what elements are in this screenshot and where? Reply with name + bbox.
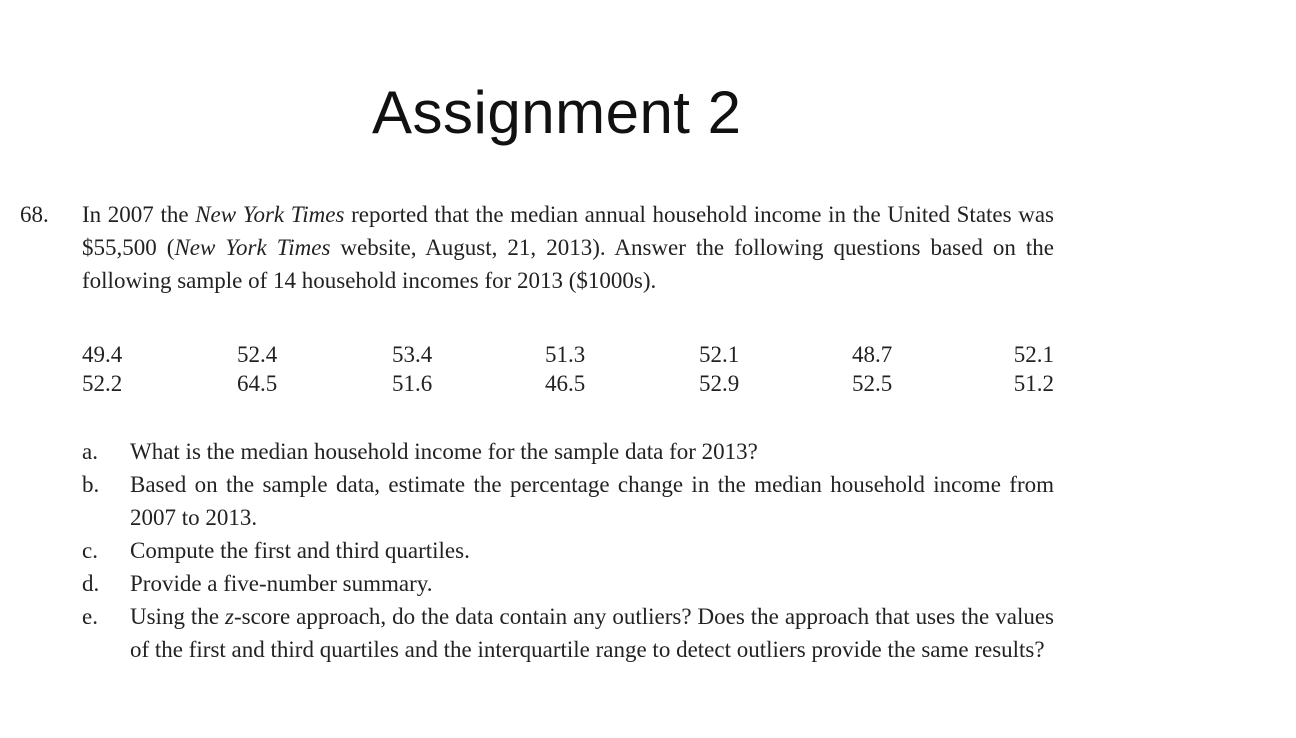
question-text: Provide a five-number summary. bbox=[130, 571, 433, 596]
data-value: 51.3 bbox=[545, 342, 586, 367]
income-data-table bbox=[82, 340, 1054, 398]
question-item-d bbox=[82, 567, 1054, 600]
question-letter: d. bbox=[82, 571, 100, 596]
question-letter: e. bbox=[82, 604, 98, 629]
question-text bbox=[130, 604, 1054, 662]
problem-text-part-3: website, August, 21, 2013). Answer the following questions based on the following sample of 14 household incomes for 2013 ($1000s). bbox=[82, 235, 1054, 293]
question-text: Compute the first and third quartiles. bbox=[130, 538, 470, 563]
question-text-part-1: Using the bbox=[130, 604, 226, 629]
question-list bbox=[82, 435, 1054, 666]
question-letter: c. bbox=[82, 538, 98, 563]
question-letter: b. bbox=[82, 472, 100, 497]
data-value: 52.1 bbox=[1013, 342, 1054, 367]
publication-name: New York Times bbox=[195, 202, 345, 227]
question-item-c bbox=[82, 534, 1054, 567]
question-letter: a. bbox=[82, 439, 98, 464]
data-value: 46.5 bbox=[545, 371, 586, 396]
data-value: 52.4 bbox=[237, 342, 278, 367]
data-value: 64.5 bbox=[237, 371, 278, 396]
data-value: 51.2 bbox=[1013, 371, 1054, 396]
z-symbol: z bbox=[225, 604, 234, 629]
data-value: 52.9 bbox=[699, 371, 740, 396]
question-item-a bbox=[82, 435, 1054, 468]
data-row bbox=[82, 340, 1054, 369]
problem-number: 68. bbox=[20, 202, 49, 227]
data-value: 52.2 bbox=[82, 371, 123, 396]
question-item-b bbox=[82, 468, 1054, 534]
publication-name: New York Times bbox=[174, 235, 331, 260]
problem-text-part-2: reported that the median annual household income in the United States was $55,500 ( bbox=[82, 202, 1054, 260]
data-value: 48.7 bbox=[852, 342, 893, 367]
problem-text-part-1: In 2007 the bbox=[82, 202, 196, 227]
data-value: 49.4 bbox=[82, 342, 123, 367]
data-row bbox=[82, 369, 1054, 398]
data-value: 51.6 bbox=[392, 371, 433, 396]
question-item-e bbox=[82, 600, 1054, 666]
question-text: What is the median household income for the sample data for 2013? bbox=[130, 439, 758, 464]
problem-statement bbox=[82, 198, 1054, 297]
slide-title: Assignment 2 bbox=[372, 79, 742, 146]
data-value: 52.5 bbox=[852, 371, 893, 396]
question-text: Based on the sample data, estimate the percentage change in the median household income from 2007 to 2013. bbox=[130, 472, 1054, 530]
data-value: 53.4 bbox=[392, 342, 433, 367]
question-text-part-2: -score approach, do the data contain any outliers? Does the approach that uses the values of the first and third quartiles and the interquartile range to detect outliers provide the same results? bbox=[130, 604, 1054, 662]
data-value: 52.1 bbox=[699, 342, 740, 367]
